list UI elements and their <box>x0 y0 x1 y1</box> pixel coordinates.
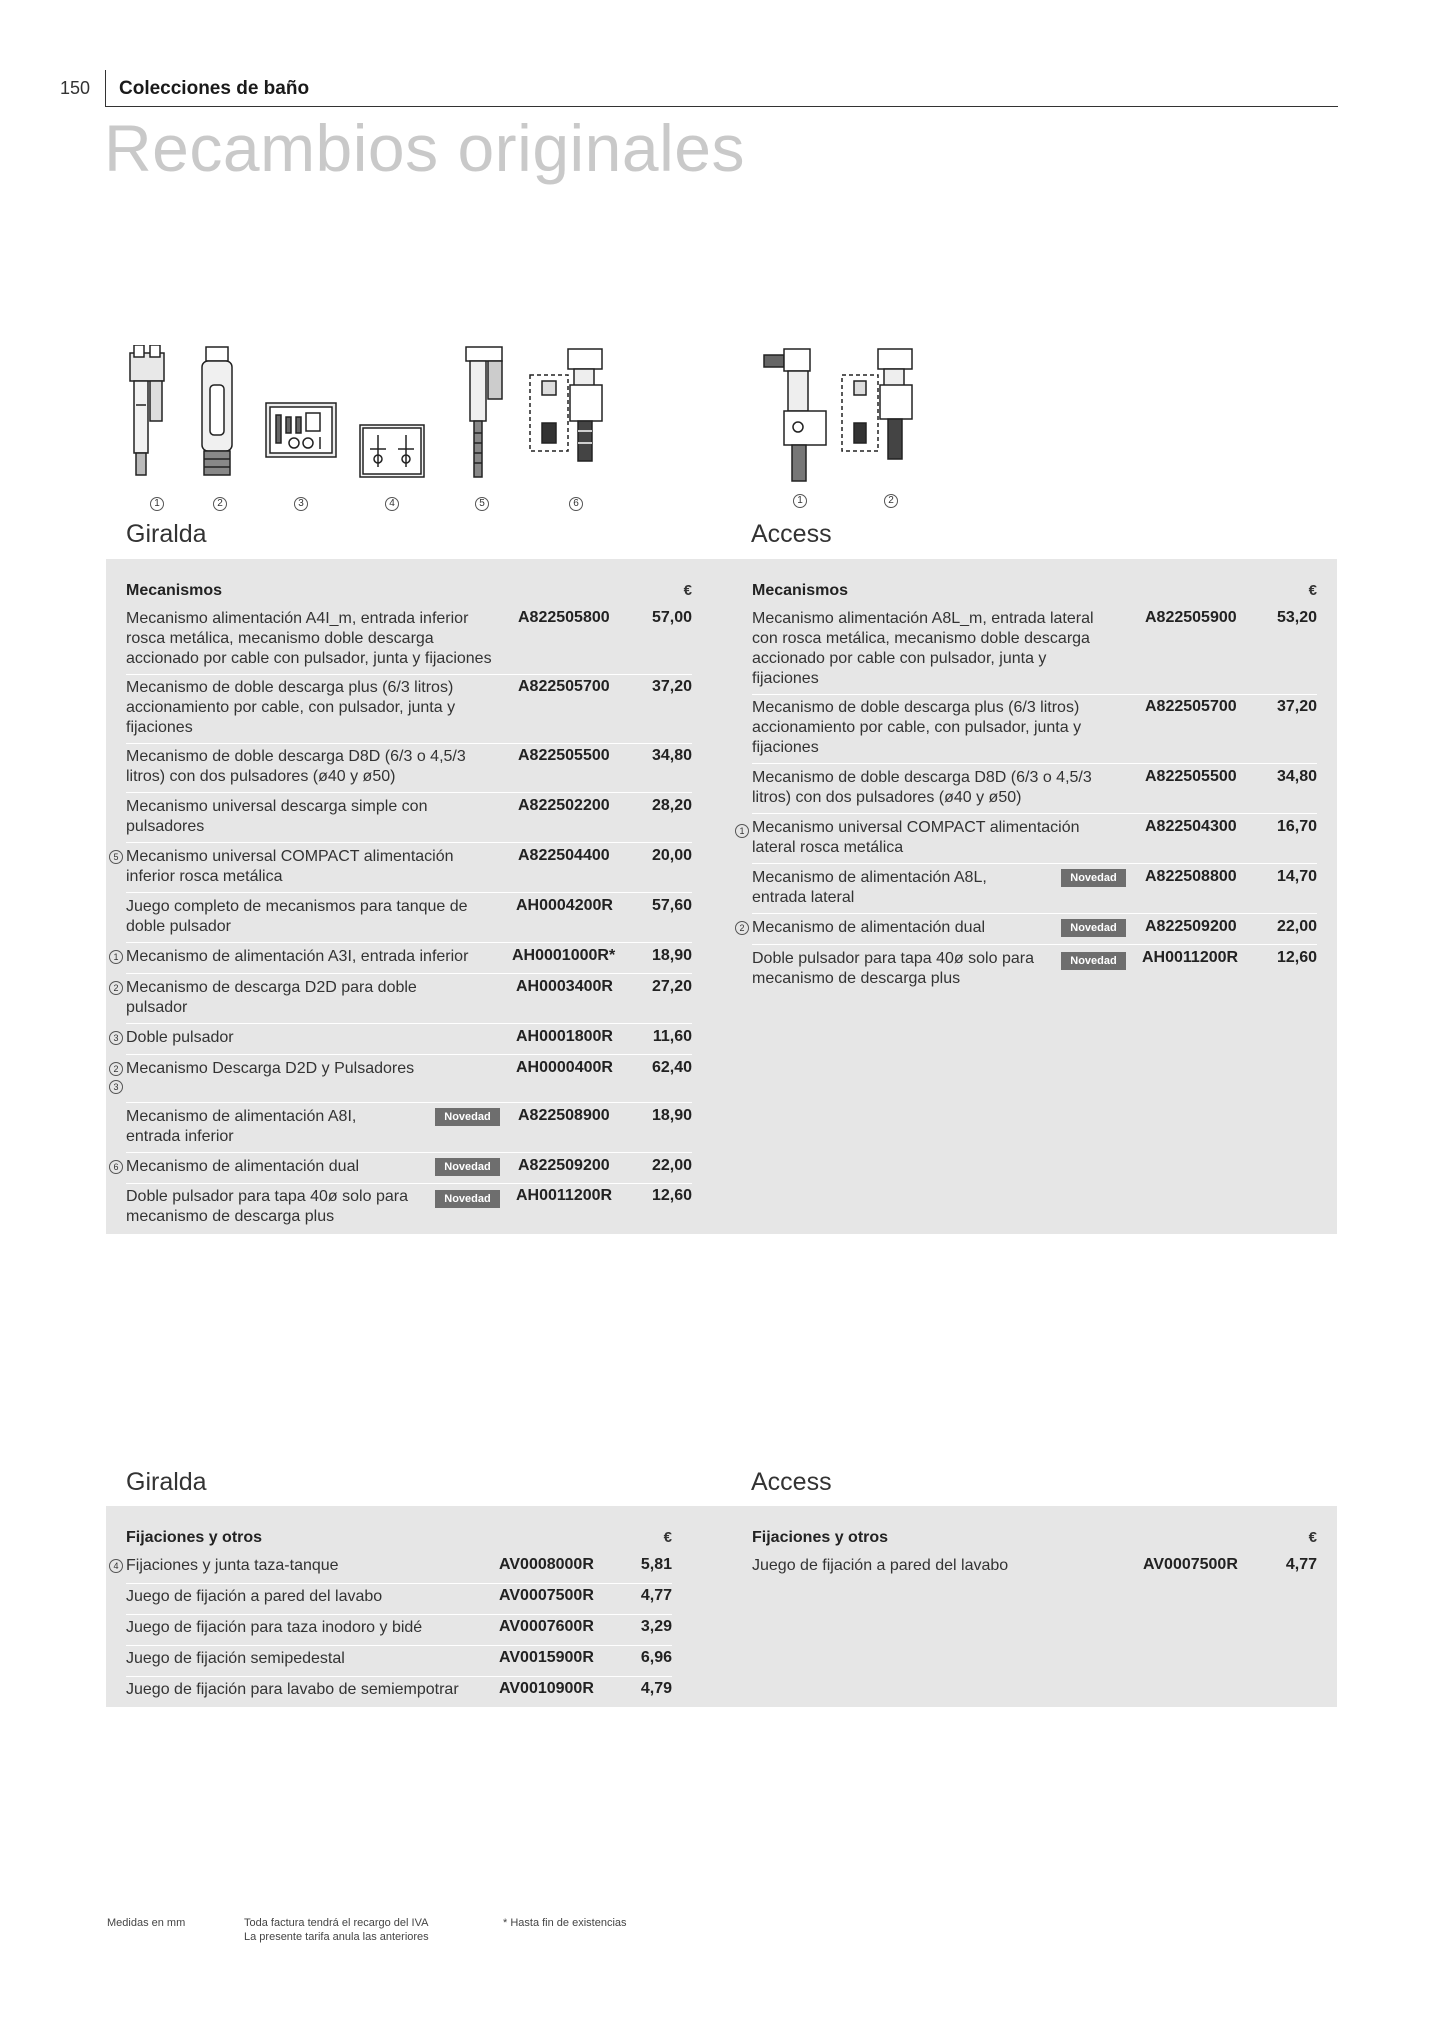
access-mecanismos-table <box>739 582 1317 1002</box>
row-description: Juego de fijación semipedestal <box>126 1650 345 1667</box>
row-code: A822505700 <box>518 678 610 695</box>
table-header <box>752 1529 1317 1553</box>
novedad-badge: Novedad <box>1061 919 1126 937</box>
table-heading: Fijaciones y otros <box>126 1529 263 1546</box>
callout-mark: 2 <box>109 1062 123 1076</box>
table-row <box>126 1649 672 1677</box>
footnote-iva: Toda factura tendrá el recargo del IVA <box>244 1917 429 1929</box>
table-heading: Mecanismos <box>126 582 223 599</box>
row-description: Doble pulsador para tapa 40ø solo para mecanismo de descarga plus <box>126 1188 408 1225</box>
footnote-tarifa: La presente tarifa anula las anteriores <box>244 1931 429 1943</box>
access-mecanismos-brand: Access <box>751 520 832 548</box>
row-price: 62,40 <box>651 1059 692 1076</box>
giralda-mecanismos-table <box>113 582 692 1232</box>
row-price: 11,60 <box>652 1028 692 1045</box>
row-price: 34,80 <box>1276 768 1317 785</box>
callout-mark: 6 <box>109 1160 123 1174</box>
novedad-badge: Novedad <box>1061 952 1126 970</box>
dual-valve-drawing <box>530 349 602 461</box>
row-code: AV0008000R <box>499 1556 594 1573</box>
access-callout-2: 2 <box>884 494 898 508</box>
flush-valve-d2d-drawing <box>202 347 232 475</box>
row-description: Mecanismo alimentación A4I_m, entrada inferior rosca metálica, mecanismo doble descarga accionado por cable con pulsador, junta y fijaciones <box>126 610 492 667</box>
row-price: 18,90 <box>651 1107 692 1124</box>
row-code: A822504300 <box>1145 818 1237 835</box>
row-code: AV0007500R <box>1143 1556 1238 1573</box>
callout-3: 3 <box>294 497 308 511</box>
access-fijaciones-table <box>752 1529 1317 1589</box>
page-number: 150 <box>60 78 91 98</box>
row-price: 53,20 <box>1276 609 1317 626</box>
row-description: Mecanismo de alimentación A3I, entrada inferior <box>126 948 469 965</box>
row-code: A822505500 <box>1145 768 1237 785</box>
row-price: 6,96 <box>640 1649 672 1666</box>
callout-mark-secondary: 3 <box>109 1080 123 1094</box>
footnote-measures: Medidas en mm <box>107 1917 186 1929</box>
table-heading: Fijaciones y otros <box>752 1529 889 1546</box>
row-description: Mecanismo de descarga D2D para doble pulsador <box>126 979 417 1016</box>
row-price: 18,90 <box>651 947 692 964</box>
row-code: AV0015900R <box>499 1649 594 1666</box>
row-code: A822508900 <box>518 1107 610 1124</box>
giralda-fijaciones-table <box>113 1529 672 1704</box>
row-description: Mecanismo alimentación A8L_m, entrada lateral con rosca metálica, mecanismo doble descarga accionado por cable con pulsador, junta y fijaciones <box>752 610 1094 687</box>
row-code: AH0011200R <box>1142 949 1239 966</box>
row-description: Mecanismo universal COMPACT alimentación lateral rosca metálica <box>752 819 1080 856</box>
row-code: A822505700 <box>1145 698 1237 715</box>
row-price: 14,70 <box>1276 868 1317 885</box>
row-price: 22,00 <box>1276 918 1317 935</box>
callout-mark: 4 <box>109 1559 123 1573</box>
table-row <box>752 868 1317 914</box>
table-row <box>752 1556 1317 1582</box>
row-description: Mecanismo universal COMPACT alimentación inferior rosca metálica <box>126 848 454 885</box>
novedad-badge: Novedad <box>435 1158 500 1176</box>
callout-mark: 1 <box>109 950 123 964</box>
double-push-button-drawing <box>266 403 336 457</box>
footnote-stock: * Hasta fin de existencias <box>503 1917 627 1929</box>
currency-label: € <box>1308 582 1317 599</box>
table-header <box>126 582 692 606</box>
row-price: 4,79 <box>640 1680 672 1697</box>
row-code: A822505500 <box>518 747 610 764</box>
currency-label: € <box>663 1529 672 1546</box>
callout-mark: 1 <box>735 824 749 838</box>
table-row <box>126 1107 692 1153</box>
table-row <box>126 797 692 843</box>
row-price: 16,70 <box>1276 818 1317 835</box>
table-row <box>113 947 692 974</box>
novedad-badge: Novedad <box>435 1190 500 1208</box>
row-description: Juego de fijación a pared del lavabo <box>752 1557 1009 1574</box>
row-code: A822504400 <box>518 847 610 864</box>
row-description: Mecanismo de alimentación A8I, entrada inferior <box>126 1108 357 1145</box>
row-code: AV0007500R <box>499 1587 594 1604</box>
novedad-badge: Novedad <box>1061 869 1126 887</box>
row-description: Mecanismo universal descarga simple con pulsadores <box>126 798 428 835</box>
row-code: AH0001800R <box>516 1028 613 1045</box>
access-callout-1: 1 <box>793 494 807 508</box>
compact-lateral-valve-drawing <box>764 349 826 481</box>
row-description: Fijaciones y junta taza-tanque <box>126 1557 339 1574</box>
header-rule <box>105 106 1338 107</box>
table-row <box>113 1028 692 1055</box>
table-row <box>739 818 1317 864</box>
callout-mark: 2 <box>735 921 749 935</box>
giralda-mecanismos-brand: Giralda <box>126 520 207 548</box>
row-price: 37,20 <box>1276 698 1317 715</box>
table-row <box>752 768 1317 814</box>
table-row <box>126 747 692 793</box>
currency-label: € <box>683 582 692 599</box>
row-code: AH0003400R <box>516 978 613 995</box>
row-price: 12,60 <box>651 1187 692 1204</box>
callout-mark: 3 <box>109 1031 123 1045</box>
table-row <box>752 949 1317 993</box>
table-row <box>113 847 692 893</box>
table-row <box>752 609 1317 695</box>
row-code: A822502200 <box>518 797 610 814</box>
callout-4: 4 <box>385 497 399 511</box>
table-row <box>126 678 692 744</box>
row-code: A822505900 <box>1145 609 1237 626</box>
row-description: Mecanismo Descarga D2D y Pulsadores <box>126 1060 415 1077</box>
row-description: Juego de fijación para lavabo de semiempotrar <box>126 1681 459 1698</box>
row-description: Mecanismo de alimentación A8L, entrada lateral <box>752 869 987 906</box>
row-code: A822508800 <box>1145 868 1237 885</box>
row-description: Mecanismo de doble descarga D8D (6/3 o 4,5/3 litros) con dos pulsadores (ø40 y ø50) <box>126 748 466 785</box>
table-heading: Mecanismos <box>752 582 849 599</box>
table-row <box>126 1618 672 1646</box>
giralda-fijaciones-brand: Giralda <box>126 1468 207 1496</box>
row-code: AH0004200R <box>516 897 613 914</box>
row-price: 20,00 <box>651 847 692 864</box>
callout-2: 2 <box>213 497 227 511</box>
row-price: 28,20 <box>651 797 692 814</box>
row-price: 27,20 <box>651 978 692 995</box>
row-price: 4,77 <box>640 1587 672 1604</box>
row-price: 3,29 <box>640 1618 672 1635</box>
row-description: Mecanismo de doble descarga D8D (6/3 o 4,5/3 litros) con dos pulsadores (ø40 y ø50) <box>752 769 1092 806</box>
section-title: Colecciones de baño <box>119 78 310 99</box>
row-description: Mecanismo de doble descarga plus (6/3 litros) accionamiento por cable, con pulsador, junta y fijaciones <box>752 699 1082 756</box>
table-row <box>126 1587 672 1615</box>
row-code: AH0011200R <box>516 1187 613 1204</box>
callout-mark: 2 <box>109 981 123 995</box>
row-price: 34,80 <box>651 747 692 764</box>
row-description: Juego completo de mecanismos para tanque de doble pulsador <box>126 898 468 935</box>
access-fijaciones-brand: Access <box>751 1468 832 1496</box>
row-description: Juego de fijación para taza inodoro y bidé <box>126 1619 423 1636</box>
row-code: A822509200 <box>518 1157 610 1174</box>
table-row <box>113 978 692 1024</box>
row-price: 57,00 <box>651 609 692 626</box>
row-code: A822505800 <box>518 609 610 626</box>
dual-lateral-valve-drawing <box>842 349 912 459</box>
callout-5: 5 <box>475 497 489 511</box>
table-row <box>113 1556 672 1584</box>
table-row <box>752 698 1317 764</box>
row-price: 4,77 <box>1285 1556 1317 1573</box>
row-price: 37,20 <box>651 678 692 695</box>
compact-valve-drawing <box>466 347 502 477</box>
table-row <box>739 918 1317 945</box>
row-code: A822509200 <box>1145 918 1237 935</box>
row-price: 22,00 <box>651 1157 692 1174</box>
table-row <box>126 1680 672 1704</box>
page-title: Recambios originales <box>104 111 745 185</box>
row-description: Mecanismo de doble descarga plus (6/3 litros) accionamiento por cable, con pulsador, junta y fijaciones <box>126 679 456 736</box>
header-divider <box>105 70 106 106</box>
table-header <box>752 582 1317 606</box>
row-code: AH0001000R* <box>512 947 616 964</box>
callout-1: 1 <box>150 497 164 511</box>
fixings-drawing <box>360 425 424 477</box>
currency-label: € <box>1308 1529 1317 1546</box>
row-description: Mecanismo de alimentación dual <box>752 919 986 936</box>
callout-6: 6 <box>569 497 583 511</box>
table-row <box>113 1059 692 1103</box>
row-description: Doble pulsador <box>126 1029 234 1046</box>
table-row <box>126 609 692 675</box>
row-price: 57,60 <box>651 897 692 914</box>
novedad-badge: Novedad <box>435 1108 500 1126</box>
access-parts-illustration <box>758 345 958 495</box>
callout-mark: 5 <box>109 850 123 864</box>
table-row <box>126 1187 692 1231</box>
row-description: Juego de fijación a pared del lavabo <box>126 1588 383 1605</box>
fill-valve-a3i-drawing <box>130 345 164 475</box>
table-header <box>126 1529 672 1553</box>
row-code: AV0007600R <box>499 1618 594 1635</box>
row-price: 12,60 <box>1276 949 1317 966</box>
table-row <box>113 1157 692 1184</box>
giralda-parts-illustration <box>120 345 640 495</box>
row-description: Mecanismo de alimentación dual <box>126 1158 360 1175</box>
row-description: Doble pulsador para tapa 40ø solo para mecanismo de descarga plus <box>752 950 1034 987</box>
table-row <box>126 897 692 943</box>
row-code: AV0010900R <box>499 1680 594 1697</box>
row-price: 5,81 <box>640 1556 672 1573</box>
row-code: AH0000400R <box>516 1059 613 1076</box>
